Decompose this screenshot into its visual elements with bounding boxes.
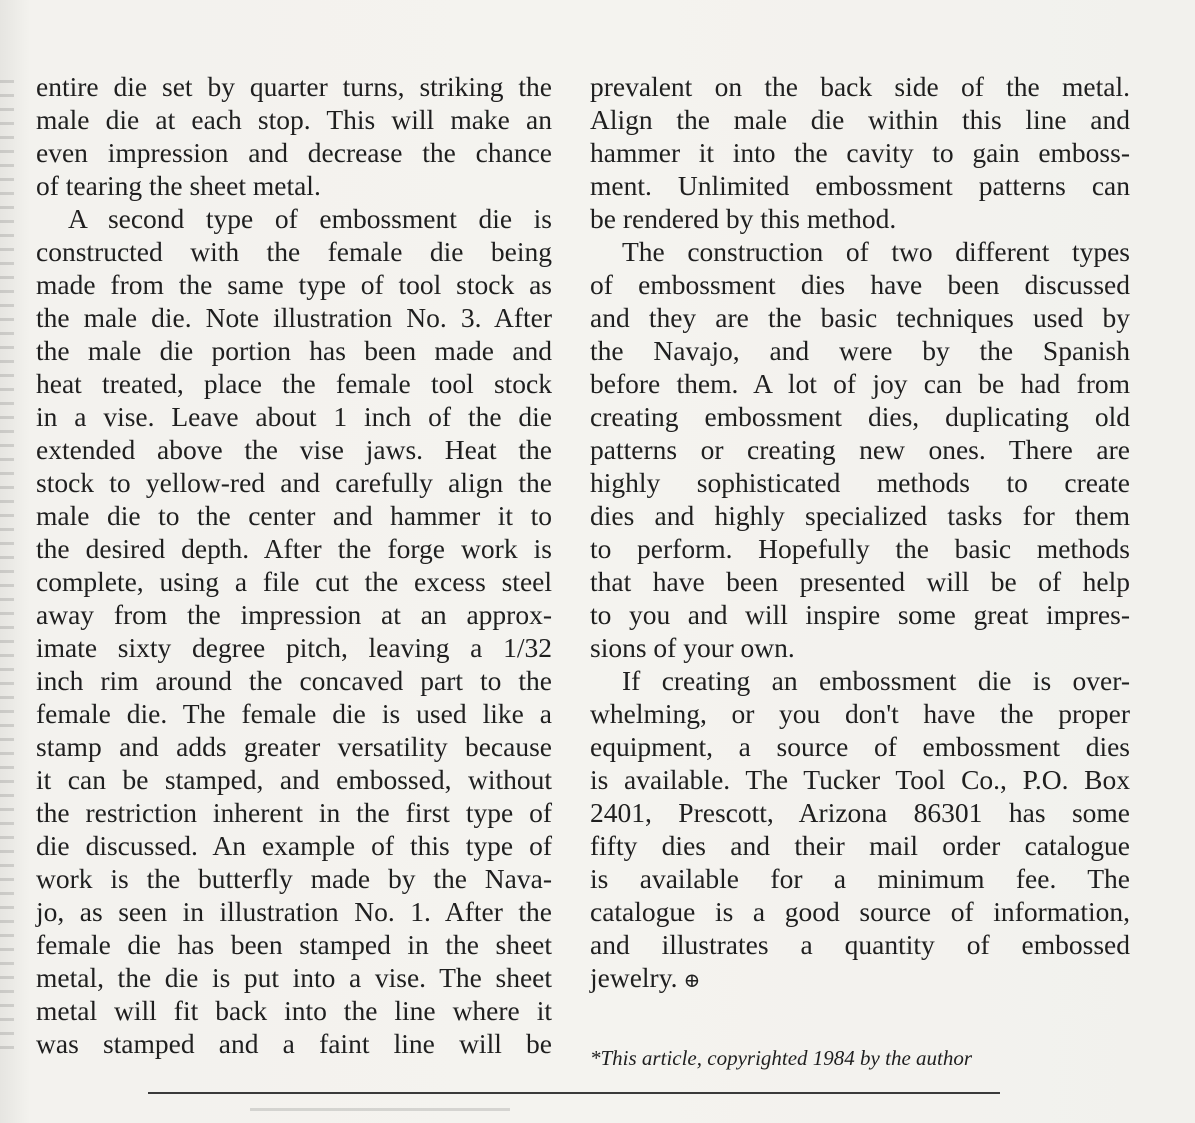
binding-edge [0, 80, 14, 1060]
text-line: dies and highly specialized tasks for them [590, 500, 1130, 531]
text-line: A second type of embossment die is [68, 203, 552, 234]
text-line: away from the impression at an approx- [36, 599, 552, 630]
text-line: the desired depth. After the forge work is [36, 533, 552, 564]
text-line: female die. The female die is used like a [36, 698, 552, 729]
text-line: work is the butterfly made by the Nava- [36, 863, 552, 894]
right-column [590, 70, 1130, 994]
text-line: patterns or creating new ones. There are [590, 434, 1130, 465]
left-column [36, 70, 552, 1060]
text-line: ment. Unlimited embossment patterns can [590, 170, 1130, 201]
text-line: imate sixty degree pitch, leaving a 1/32 [36, 632, 552, 663]
text-line: even impression and decrease the chance [36, 137, 552, 168]
text-line: inch rim around the concaved part to the [36, 665, 552, 696]
text-line: extended above the vise jaws. Heat the [36, 434, 552, 465]
text-line: male die to the center and hammer it to [36, 500, 552, 531]
text-line: of tearing the sheet metal. [36, 170, 321, 201]
text-line: it can be stamped, and embossed, without [36, 764, 552, 795]
bleed-through-mark [250, 1108, 510, 1111]
text-line: highly sophisticated methods to create [590, 467, 1130, 498]
text-line: stock to yellow-red and carefully align the [36, 467, 552, 498]
text-line: catalogue is a good source of information, [590, 896, 1130, 927]
text-line: If creating an embossment die is over- [622, 665, 1130, 696]
text-line: is available. The Tucker Tool Co., P.O. Box [590, 764, 1130, 795]
text-line: complete, using a file cut the excess steel [36, 566, 552, 597]
text-line: equipment, a source of embossment dies [590, 731, 1130, 762]
text-line: and illustrates a quantity of embossed [590, 929, 1130, 960]
text-line: the Navajo, and were by the Spanish [590, 335, 1130, 366]
text-line: sions of your own. [590, 632, 795, 663]
text-line: the restriction inherent in the first type of [36, 797, 552, 828]
text-line: constructed with the female die being [36, 236, 552, 267]
text-line: and they are the basic techniques used by [590, 302, 1130, 333]
text-line: be rendered by this method. [590, 203, 897, 234]
text-line: jo, as seen in illustration No. 1. After the [36, 896, 552, 927]
text-line: of embossment dies have been discussed [590, 269, 1130, 300]
text-line: prevalent on the back side of the metal. [590, 71, 1130, 102]
text-line: female die has been stamped in the sheet [36, 929, 552, 960]
text-line: die discussed. An example of this type of [36, 830, 552, 861]
text-line: made from the same type of tool stock as [36, 269, 552, 300]
text-line: male die at each stop. This will make an [36, 104, 552, 135]
text-line: heat treated, place the female tool stock [36, 368, 552, 399]
footer-rule [148, 1092, 1000, 1094]
text-line: creating embossment dies, duplicating old [590, 401, 1130, 432]
text-line: 2401, Prescott, Arizona 86301 has some [590, 797, 1130, 828]
text-line: hammer it into the cavity to gain emboss- [590, 137, 1130, 168]
text-line: jewelry. [590, 962, 678, 993]
text-line: whelming, or you don't have the proper [590, 698, 1130, 729]
copyright-footnote: *This article, copyrighted 1984 by the author [590, 1046, 973, 1070]
text-line: is available for a minimum fee. The [590, 863, 1130, 894]
text-line: metal will fit back into the line where it [36, 995, 552, 1026]
text-line: entire die set by quarter turns, striking the [36, 71, 552, 102]
text-line: in a vise. Leave about 1 inch of the die [36, 401, 552, 432]
text-line: was stamped and a faint line will be [36, 1028, 552, 1059]
text-line: to you and will inspire some great impres- [590, 599, 1130, 630]
text-line: the male die portion has been made and [36, 335, 552, 366]
text-line: to perform. Hopefully the basic methods [590, 533, 1130, 564]
text-line: that have been presented will be of help [590, 566, 1130, 597]
end-mark-icon: ⊕ [683, 970, 701, 992]
text-line: before them. A lot of joy can be had from [590, 368, 1130, 399]
text-line: The construction of two different types [622, 236, 1130, 267]
text-line: stamp and adds greater versatility because [36, 731, 552, 762]
text-line: metal, the die is put into a vise. The sheet [36, 962, 552, 993]
text-line: Align the male die within this line and [590, 104, 1130, 135]
text-line: the male die. Note illustration No. 3. After [36, 302, 552, 333]
last-line [590, 961, 1130, 994]
text-line: fifty dies and their mail order catalogue [590, 830, 1130, 861]
